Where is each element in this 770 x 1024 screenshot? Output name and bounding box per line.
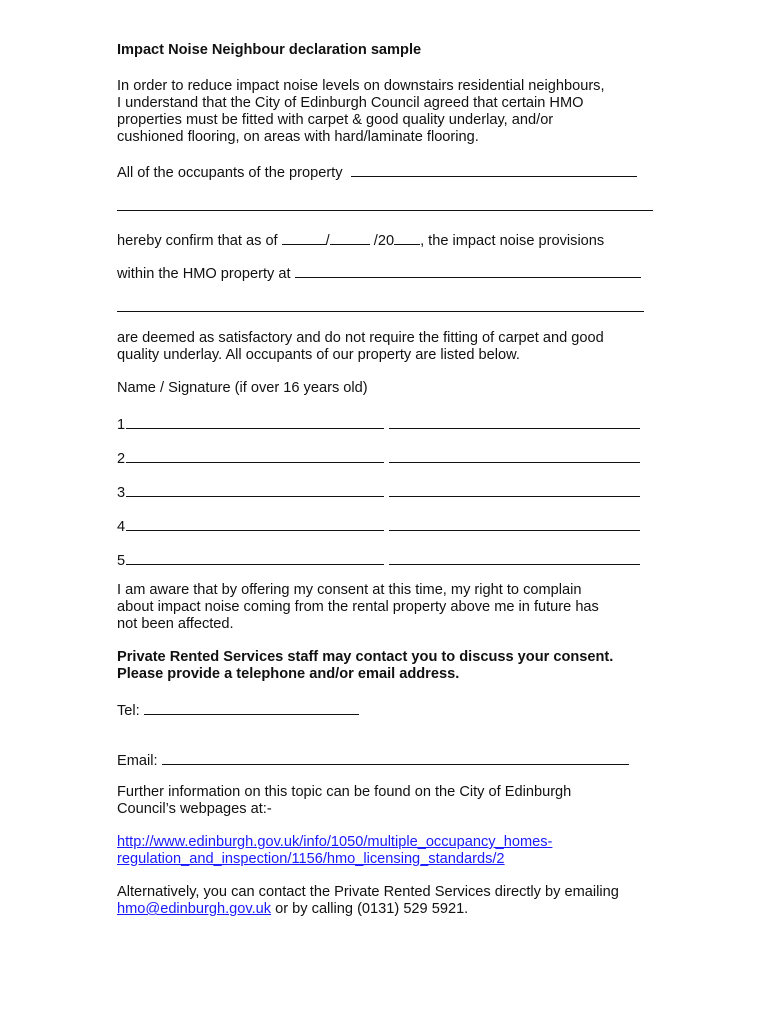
occupant-name-field[interactable] bbox=[126, 516, 384, 531]
property-address-field-continued[interactable] bbox=[117, 311, 644, 312]
occupant-name-field[interactable] bbox=[126, 414, 384, 429]
deemed-paragraph: are deemed as satisfactory and do not require the fitting of carpet and good quality underlay. All occupants of our property are listed below. bbox=[117, 330, 604, 363]
further-info-paragraph: Further information on this topic can be found on the City of Edinburgh Council’s webpages at:- bbox=[117, 784, 572, 817]
info-url-link[interactable] bbox=[117, 834, 552, 868]
property-address-field[interactable] bbox=[295, 263, 641, 278]
date-separator: / bbox=[325, 233, 330, 249]
confirm-row bbox=[117, 230, 604, 250]
info-url-line-2[interactable]: regulation_and_inspection/1156/hmo_licensing_standards/2 bbox=[117, 851, 505, 867]
tel-field[interactable] bbox=[144, 700, 359, 715]
info-url-line-1[interactable]: http://www.edinburgh.gov.uk/info/1050/multiple_occupancy_homes- bbox=[117, 834, 553, 850]
within-label: within the HMO property at bbox=[117, 266, 295, 282]
page-title: Impact Noise Neighbour declaration sample bbox=[117, 42, 422, 58]
occupant-row-3 bbox=[117, 482, 640, 502]
occupants-label: All of the occupants of the property bbox=[117, 165, 343, 181]
name-signature-heading: Name / Signature (if over 16 years old) bbox=[117, 380, 368, 396]
confirm-label: hereby confirm that as of bbox=[117, 233, 282, 249]
contact-paragraph: Private Rented Services staff may contact you to discuss your consent. Please provide a telephone and/or email address. bbox=[117, 649, 614, 682]
tel-row bbox=[117, 700, 359, 720]
occupant-signature-field[interactable] bbox=[389, 414, 640, 429]
occupant-number: 1 bbox=[117, 417, 126, 433]
intro-paragraph: In order to reduce impact noise levels on downstairs residential neighbours, I understand that the City of Edinburgh Council agreed that certain HMO properties must be fitted with carpet & good quality underlay, and/or cushioned flooring, on areas with hard/laminate flooring. bbox=[117, 78, 605, 145]
occupant-name-field[interactable] bbox=[126, 448, 384, 463]
date-year-prefix: /20 bbox=[369, 233, 395, 249]
tel-label: Tel: bbox=[117, 703, 144, 719]
occupants-row bbox=[117, 162, 637, 182]
occupant-number: 4 bbox=[117, 519, 126, 535]
occupant-signature-field[interactable] bbox=[389, 550, 640, 565]
occupant-row-1 bbox=[117, 414, 640, 434]
occupant-row-5 bbox=[117, 550, 640, 570]
occupant-number: 2 bbox=[117, 451, 126, 467]
aware-paragraph: I am aware that by offering my consent at this time, my right to complain about impact noise coming from the rental property above me in future has not been affected. bbox=[117, 582, 599, 632]
occupants-field[interactable] bbox=[351, 162, 637, 177]
date-day-field[interactable] bbox=[282, 230, 326, 245]
email-row bbox=[117, 750, 629, 770]
contact-email-link[interactable]: hmo@edinburgh.gov.uk bbox=[117, 901, 272, 917]
occupant-signature-field[interactable] bbox=[389, 448, 640, 463]
alternative-contact-paragraph: Alternatively, you can contact the Private Rented Services directly by emailing hmo@edinburgh.gov.uk or by calling (0131) 529 5921. bbox=[117, 884, 619, 917]
occupant-row-2 bbox=[117, 448, 640, 468]
confirm-suffix: , the impact noise provisions bbox=[420, 233, 605, 249]
occupant-name-field[interactable] bbox=[126, 550, 384, 565]
occupant-number: 5 bbox=[117, 553, 126, 569]
occupant-name-field[interactable] bbox=[126, 482, 384, 497]
date-year-field[interactable] bbox=[394, 230, 420, 245]
date-month-field[interactable] bbox=[330, 230, 370, 245]
occupants-field-continued[interactable] bbox=[117, 210, 653, 211]
occupant-row-4 bbox=[117, 516, 640, 536]
email-field[interactable] bbox=[162, 750, 629, 765]
occupant-number: 3 bbox=[117, 485, 126, 501]
occupant-signature-field[interactable] bbox=[389, 482, 640, 497]
email-label: Email: bbox=[117, 753, 162, 769]
within-row bbox=[117, 263, 641, 283]
occupant-signature-field[interactable] bbox=[389, 516, 640, 531]
